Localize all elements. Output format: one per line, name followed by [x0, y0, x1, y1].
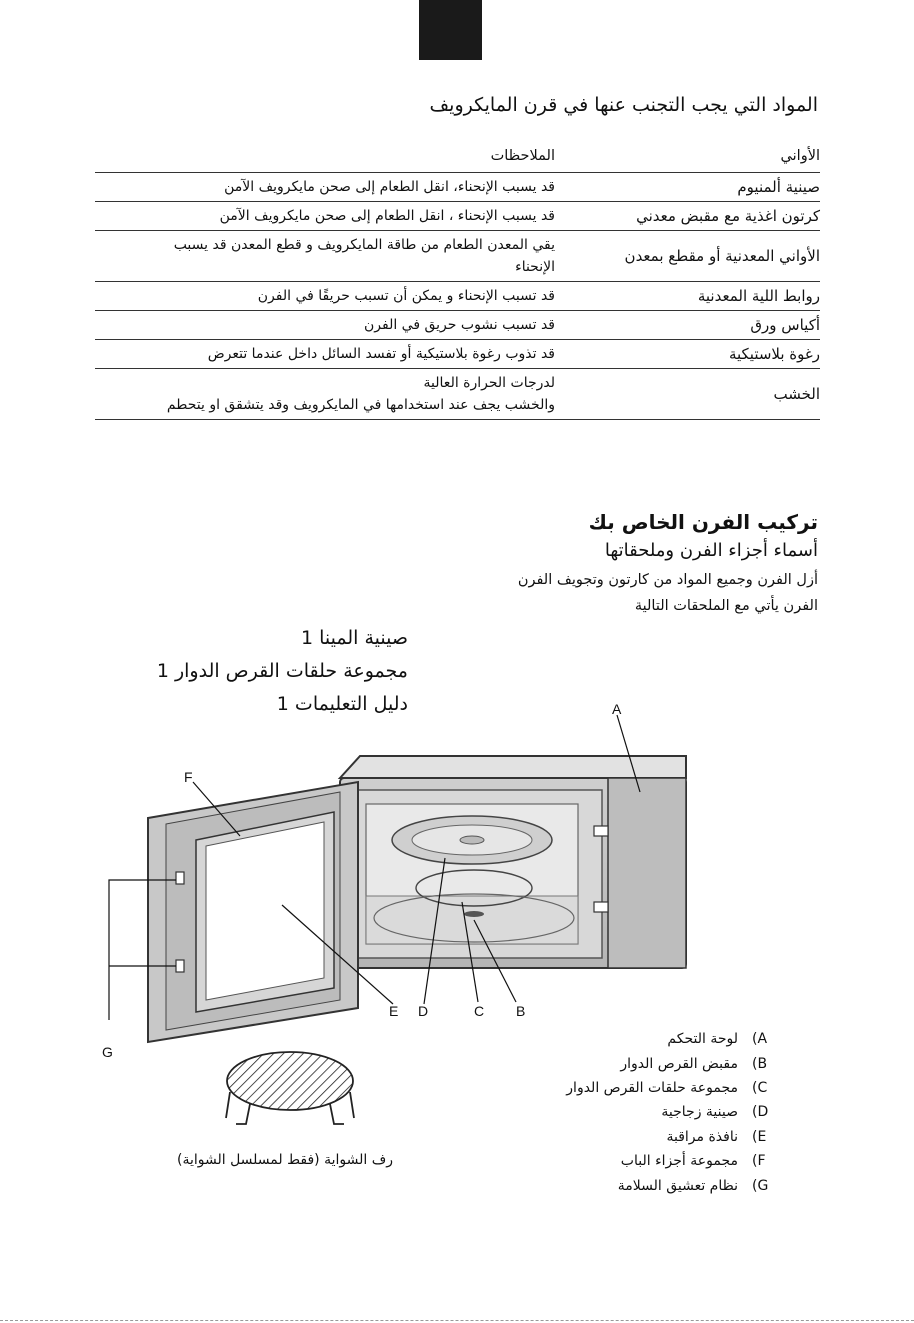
label-d: D: [418, 1003, 429, 1019]
utensil-cell: أكياس ورق: [555, 311, 820, 340]
grill-rack-caption: رف الشواية (فقط لمسلسل الشواية): [177, 1152, 393, 1168]
legend-key: (B: [752, 1055, 768, 1072]
legend-key: (D: [752, 1104, 769, 1121]
legend-key: (C: [752, 1079, 768, 1096]
table-row: [95, 311, 820, 340]
legend-item: [532, 1100, 772, 1124]
accessory-item: صينية المينا 1: [300, 627, 408, 649]
table-header-row: [95, 140, 820, 173]
notes-line: قد تذوب رغوة بلاستيكية أو تفسد السائل داخل عندما تتعرض: [207, 346, 555, 362]
notes-cell: [95, 340, 555, 369]
table-row: [95, 282, 820, 311]
legend-text: مقبض القرص الدوار: [620, 1055, 738, 1072]
notes-cell: [95, 282, 555, 311]
installation-title: تركيب الفرن الخاص بك: [588, 510, 818, 534]
notes-line: الإنحناء: [515, 259, 555, 275]
notes-line: قد يسبب الإنحناء، انقل الطعام إلى صحن مايكرويف الآمن: [224, 179, 555, 195]
parts-legend: [532, 1027, 772, 1198]
notes-cell: [95, 173, 555, 202]
legend-text: نظام تعشيق السلامة: [617, 1177, 738, 1194]
label-e: E: [389, 1003, 399, 1019]
table-row: [95, 369, 820, 420]
microwave-body: [340, 756, 686, 968]
materials-table: [95, 140, 820, 420]
grill-rack-icon: [226, 1052, 354, 1124]
notes-line: يقي المعدن الطعام من طاقة المايكرويف و قطع المعدن قد يسبب: [173, 237, 555, 253]
accessories-intro: الفرن يأتي مع الملحقات التالية: [634, 598, 818, 614]
utensil-cell: الأواني المعدنية أو مقطع بمعدن: [555, 231, 820, 282]
legend-item: [532, 1125, 772, 1149]
header-utensils: الأواني: [780, 148, 820, 164]
notes-line: قد تسبب نشوب حريق في الفرن: [363, 317, 555, 333]
accessory-item: مجموعة حلقات القرص الدوار 1: [156, 660, 408, 682]
legend-item: [532, 1051, 772, 1075]
notes-line: لدرجات الحرارة العالية: [423, 375, 555, 391]
legend-text: لوحة التحكم: [667, 1031, 738, 1048]
utensil-cell: الخشب: [555, 369, 820, 420]
table-row: [95, 340, 820, 369]
utensil-cell: روابط اللية المعدنية: [555, 282, 820, 311]
microwave-parts-diagram: [0, 690, 914, 1140]
notes-cell: [95, 369, 555, 420]
legend-key: (G: [752, 1177, 769, 1194]
glass-tray: [392, 816, 552, 864]
label-b: B: [516, 1003, 526, 1019]
legend-item: [532, 1149, 772, 1173]
page-cut-line: [0, 1320, 914, 1321]
parts-subtitle: أسماء أجزاء الفرن وملحقاتها: [604, 540, 818, 561]
label-a: A: [612, 701, 622, 717]
notes-cell: [95, 311, 555, 340]
materials-title: المواد التي يجب التجنب عنها في قرن المايكرويف: [429, 94, 818, 116]
legend-item: [532, 1173, 772, 1197]
table-row: [95, 173, 820, 202]
unpack-instruction: أزل الفرن وجميع المواد من كارتون وتجويف الفرن: [517, 572, 818, 588]
legend-text: مجموعة حلقات القرص الدوار: [566, 1079, 738, 1096]
legend-item: [532, 1076, 772, 1100]
notes-cell: [95, 231, 555, 282]
legend-key: (F: [752, 1153, 766, 1170]
legend-text: نافذة مراقبة: [666, 1128, 738, 1145]
notes-cell: [95, 202, 555, 231]
label-f: F: [184, 769, 193, 785]
legend-key: (E: [752, 1128, 767, 1145]
label-g: G: [102, 1044, 113, 1060]
notes-line: والخشب يجف عند استخدامها في المايكرويف وقد يتشقق او يتحطم: [166, 397, 555, 413]
table-row: [95, 231, 820, 282]
section-tab-marker: [419, 0, 482, 60]
accessory-item: دليل التعليمات 1: [276, 693, 408, 715]
door-assembly: [148, 782, 358, 1042]
table-row: [95, 202, 820, 231]
header-notes: الملاحظات: [490, 148, 555, 164]
utensil-cell: رغوة بلاستيكية: [555, 340, 820, 369]
legend-text: صينية زجاجية: [661, 1104, 738, 1121]
label-c: C: [474, 1003, 485, 1019]
notes-line: قد يسبب الإنحناء ، انقل الطعام إلى صحن مايكرويف الآمن: [219, 208, 555, 224]
utensil-cell: كرتون اغذية مع مقبض معدني: [555, 202, 820, 231]
notes-line: قد تسبب الإنحناء و يمكن أن تسبب حريقًا في الفرن: [257, 288, 555, 304]
utensil-cell: صينية ألمنيوم: [555, 173, 820, 202]
legend-key: (A: [752, 1031, 768, 1048]
legend-item: [532, 1027, 772, 1051]
legend-text: مجموعة أجزاء الباب: [620, 1153, 738, 1170]
